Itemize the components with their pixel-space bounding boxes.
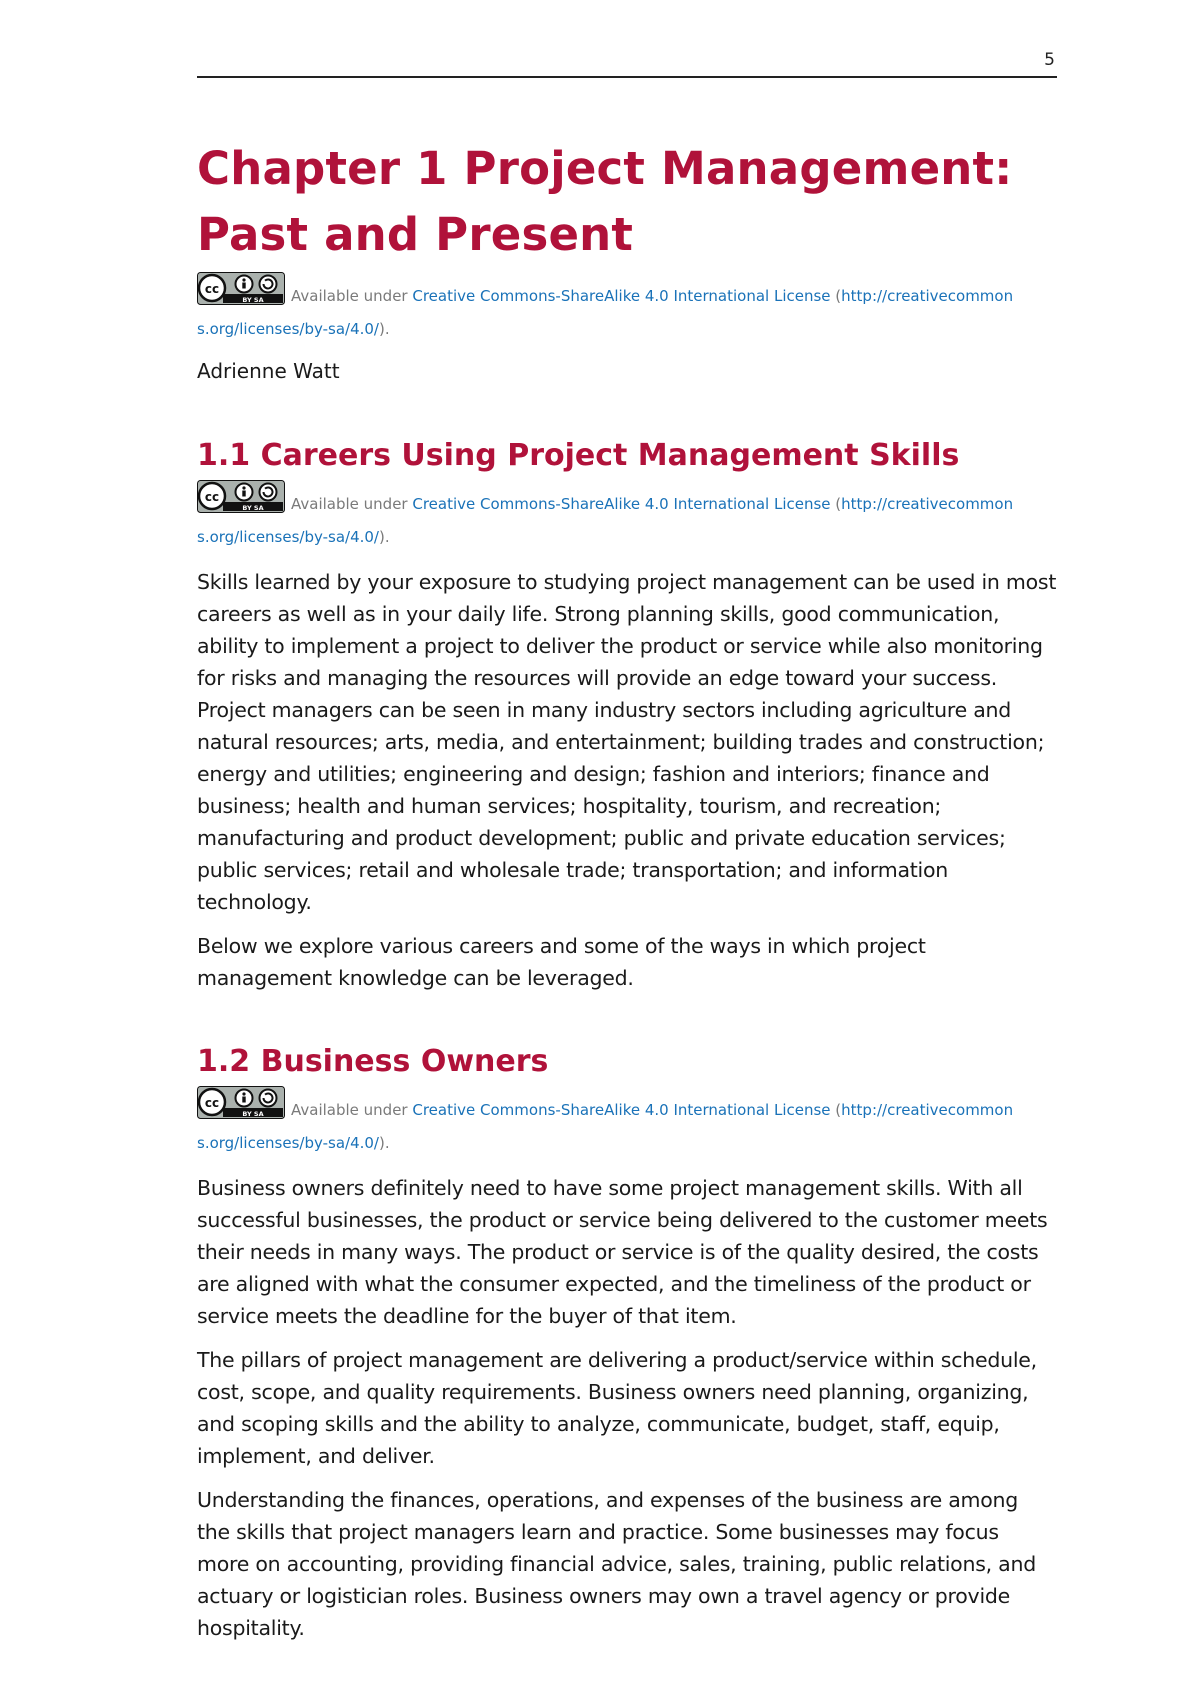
license-prefix: Available under <box>291 495 413 513</box>
svg-text:BY SA: BY SA <box>242 504 264 512</box>
svg-text:cc: cc <box>204 282 220 296</box>
chapter-title: Chapter 1 Project Management: Past and Present <box>197 142 1013 261</box>
license-open-paren: ( <box>830 1101 842 1119</box>
page-header <box>197 0 1057 78</box>
license-close: ). <box>379 528 390 546</box>
svg-text:BY SA: BY SA <box>242 296 264 304</box>
license-url-part1: http://creativecommon <box>841 287 1014 305</box>
section-title: 1.1 Careers Using Project Management Skills <box>197 438 960 473</box>
section-careers <box>197 436 1057 994</box>
license-close: ). <box>379 1134 390 1152</box>
document-page <box>197 0 1057 1644</box>
license-url-part2: s.org/licenses/by-sa/4.0/ <box>197 320 379 338</box>
license-link[interactable]: Creative Commons-ShareAlike 4.0 International License <box>412 287 831 305</box>
license-notice <box>197 272 1057 346</box>
license-link[interactable]: Creative Commons-ShareAlike 4.0 International License <box>412 1101 831 1119</box>
license-notice <box>197 1086 1057 1160</box>
page-number: 5 <box>1044 50 1055 70</box>
section-title: 1.2 Business Owners <box>197 1044 549 1079</box>
license-prefix: Available under <box>291 1101 413 1119</box>
cc-by-sa-badge-icon <box>197 1086 285 1119</box>
license-url-part2: s.org/licenses/by-sa/4.0/ <box>197 1134 379 1152</box>
license-close: ). <box>379 320 390 338</box>
paragraph: Business owners definitely need to have some project management skills. With all successful businesses, the product or service being delivered to the customer meets their needs in many ways. The product or service is of the quality desired, the costs are aligned with what the consumer expected, and the timeliness of the product or service meets the deadline for the buyer of that item. <box>197 1176 1048 1328</box>
cc-by-sa-badge-icon <box>197 480 285 513</box>
license-prefix: Available under <box>291 287 413 305</box>
license-notice <box>197 480 1057 554</box>
license-open-paren: ( <box>830 495 842 513</box>
license-url-part1: http://creativecommon <box>841 1101 1014 1119</box>
svg-text:BY SA: BY SA <box>242 1110 264 1118</box>
svg-text:cc: cc <box>204 1096 220 1110</box>
license-link[interactable]: Creative Commons-ShareAlike 4.0 International License <box>412 495 831 513</box>
svg-text:cc: cc <box>204 490 220 504</box>
paragraph: Understanding the finances, operations, and expenses of the business are among the skills that project managers learn and practice. Some businesses may focus more on accounting, providing financial advice, sales, training, public relations, and actuary or logistician roles. Business owners may own a travel agency or provide hospitality. <box>197 1488 1036 1640</box>
paragraph: Skills learned by your exposure to studying project management can be used in most careers as well as in your daily life. Strong planning skills, good communication, ability to implement a project to deliver the product or service while also monitoring for risks and managing the resources will provide an edge toward your success. Project managers can be seen in many industry sectors including agriculture and natural resources; arts, media, and entertainment; building trades and construction; energy and utilities; engineering and design; fashion and interiors; finance and business; health and human services; hospitality, tourism, and recreation; manufacturing and product development; public and private education services; public services; retail and wholesale trade; transportation; and information technology. <box>197 570 1057 914</box>
license-url-part2: s.org/licenses/by-sa/4.0/ <box>197 528 379 546</box>
paragraph: The pillars of project management are delivering a product/service within schedule, cost, scope, and quality requirements. Business owners need planning, organizing, and scoping skills and the ability to analyze, communicate, budget, staff, equip, implement, and deliver. <box>197 1348 1037 1468</box>
cc-by-sa-badge-icon <box>197 272 285 305</box>
section-business-owners <box>197 1042 1057 1644</box>
paragraph: Below we explore various careers and some of the ways in which project management knowledge can be leveraged. <box>197 934 926 990</box>
license-open-paren: ( <box>830 287 842 305</box>
author-name: Adrienne Watt <box>197 359 340 383</box>
license-url-part1: http://creativecommon <box>841 495 1014 513</box>
